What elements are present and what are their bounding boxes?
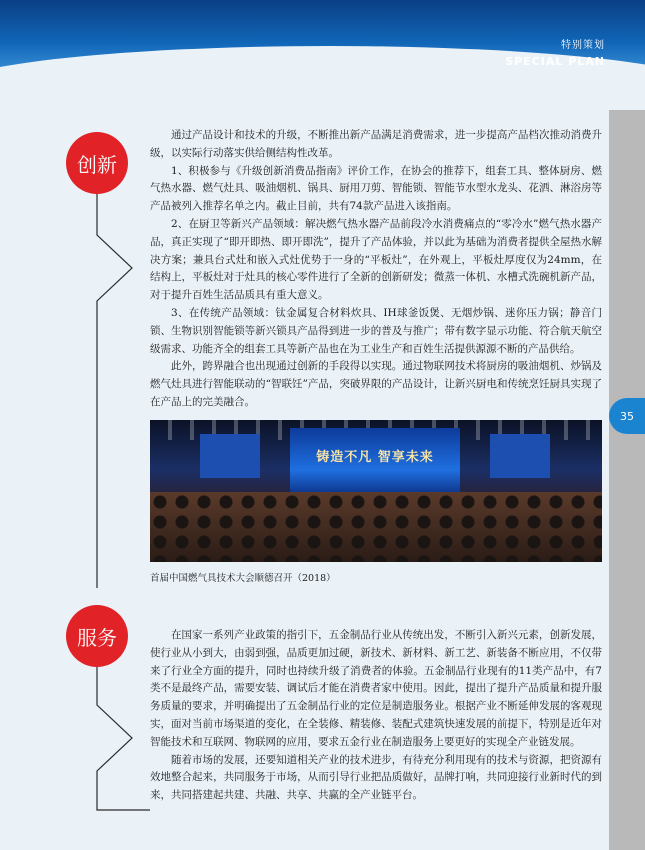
service-badge	[66, 605, 128, 667]
page-number: 35	[609, 398, 645, 434]
conference-photo	[150, 420, 602, 562]
innovation-badge-label: 创新	[77, 152, 117, 177]
paragraph: 随着市场的发展，还要知道相关产业的技术进步，有待充分利用现有的技术与资源，把资源有效地整合起来，共同服务于市场，从而引导行业把品质做好，品牌打响，共同迎接行业新时代的到来，共同搭建起共建、共融、共享、共赢的全产业链平台。	[150, 753, 602, 802]
paragraph: 2、在厨卫等新兴产品领域：解决燃气热水器产品前段冷水消费痛点的“零冷水”燃气热水器产品，真正实现了“即开即热、即开即洗”，提升了产品体验，并以此为基础为消费者提供全屋热水解决方案；兼具台式灶和嵌入式灶优势于一身的“平板灶”，在外观上，平板灶厚度仅为24mm，在结构上，平板灶对于灶具的核心零件进行了全新的创新研发；微蒸一体机、水槽式洗碗机新产品，对于提升百姓生活品质具有重大意义。	[150, 217, 602, 302]
stage-screen	[290, 428, 460, 498]
side-screen-right	[490, 434, 550, 478]
header-text	[505, 36, 605, 68]
paragraph: 此外，跨界融合也出现通过创新的手段得以实现。通过物联网技术将厨房的吸油烟机、炒锅及燃气灶具进行智能联动的“智联饪”产品，突破界限的产品设计，让新兴厨电和传统烹饪厨具实现了在产品上的完美融合。	[150, 360, 602, 408]
side-screen-left	[200, 434, 260, 478]
paragraph: 通过产品设计和技术的升级，不断推出新产品满足消费需求，进一步提高产品档次推动消费升级，以实际行动落实供给侧结构性改革。	[150, 129, 602, 159]
section-title-en: SPECIAL PLAN	[505, 55, 605, 68]
paragraph: 3、在传统产品领域：钛金属复合材料炊具、IH球釜饭煲、无烟炒锅、迷你压力锅；静音门锁、生物识别智能锁等新兴锁具产品得到进一步的普及与推广；带有数字显示功能、符合航天航空级需求、功能齐全的组套工具等新产品也在为工业生产和百姓生活提供源源不断的产品供给。	[150, 306, 602, 355]
paragraph: 在国家一系列产业政策的指引下，五金制品行业从传统出发，不断引入新兴元素，创新发展，使行业从小到大，由弱到强，品质更加过硬，新技术、新材料、新工艺、新装备不断应用，不仅带来了行业全方面的提升，同时也持续升级了消费者的体验。五金制品行业现有的11类产品中，有7类不是最终产品，需要安装、调试后才能在消费者家中使用。因此，提出了提升产品质量和提升服务质量的要求，并明确提出了五金制品行业的定位是制造服务业。根据产业不断延伸发展的客观现实，面对当前市场渠道的变化，在全装修、精装修、装配式建筑快速发展的前提下，特别是近年对智能技术和互联网、物联网的应用，要求五金行业在制造服务上要更好的实现全产业链发展。	[150, 629, 602, 748]
innovation-badge	[66, 132, 128, 194]
section-title-cn: 特别策划	[561, 40, 605, 51]
service-badge-label: 服务	[77, 625, 117, 650]
audience	[150, 492, 602, 562]
service-text	[150, 627, 602, 805]
photo-caption: 首届中国燃气具技术大会顺德召开（2018）	[150, 573, 336, 584]
innovation-text	[150, 127, 602, 412]
timeline-path-bottom	[97, 667, 150, 810]
page-header	[0, 0, 645, 96]
timeline-path-top	[97, 194, 132, 588]
stage-screen-title: 铸造不凡 智享未来	[316, 450, 434, 465]
paragraph: 1、积极参与《升级创新消费品指南》评价工作，在协会的推荐下，组套工具、整体厨房、燃气热水器、燃气灶具、吸油烟机、锅具、厨用刀剪、智能锁、智能节水型水龙头、花洒、淋浴房等产品被列入推荐名单之内。截止目前，共有74款产品进入该指南。	[150, 164, 602, 213]
right-sidebar	[609, 110, 645, 850]
